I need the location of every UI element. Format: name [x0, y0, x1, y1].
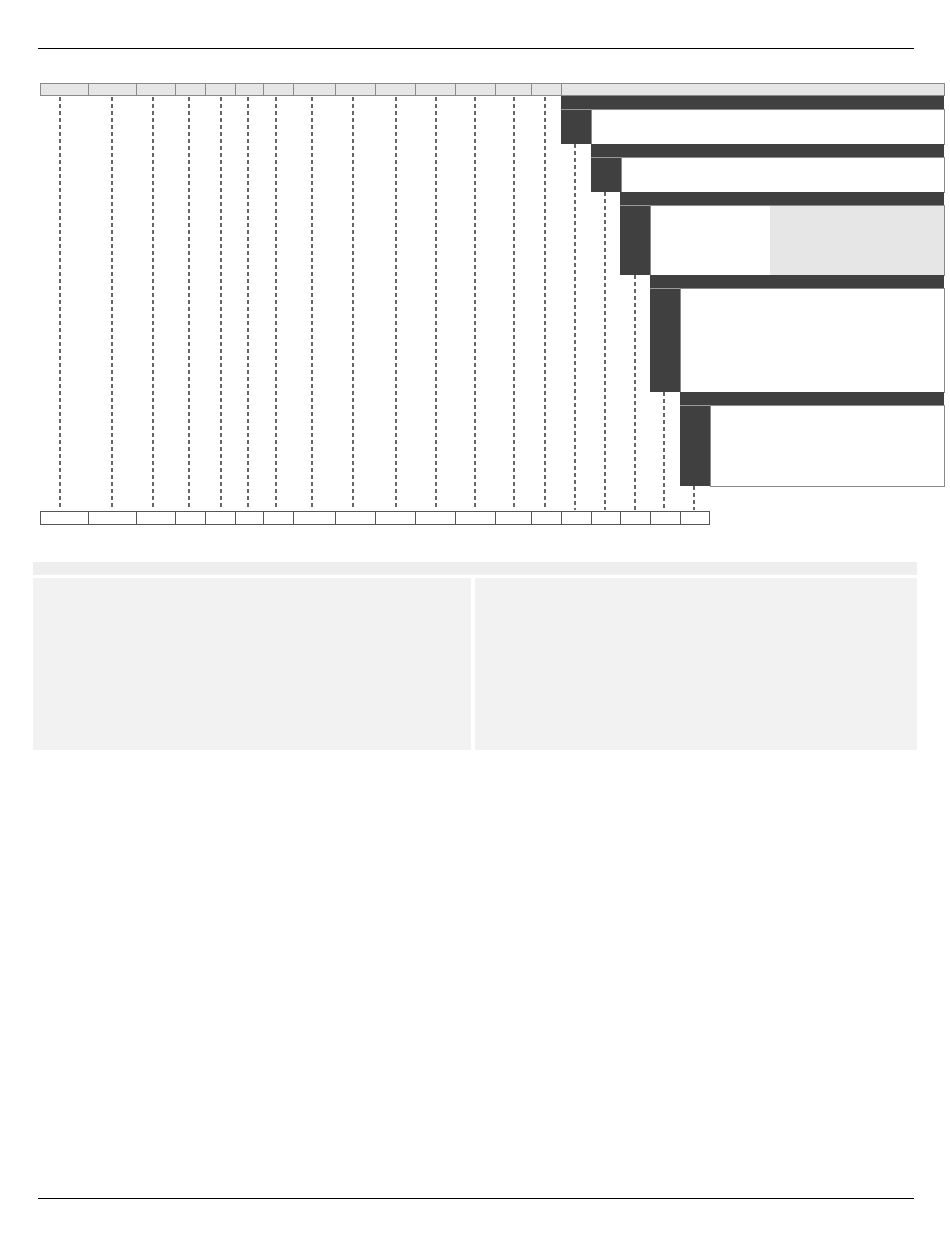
header-cell	[89, 84, 137, 96]
timing-diagram	[0, 0, 950, 545]
footer-cell	[592, 512, 621, 525]
stair-header-bar-2	[621, 144, 944, 157]
footer-cell	[456, 512, 496, 525]
footer-cell	[264, 512, 294, 525]
stair-tab-5	[680, 392, 710, 405]
stair-tab-2	[591, 144, 621, 157]
footer-cell	[137, 512, 176, 525]
footer-cell	[236, 512, 264, 525]
header-cell	[376, 84, 416, 96]
stair-header-bar-3	[650, 192, 944, 205]
stair-body-4	[681, 289, 945, 393]
header-cell	[206, 84, 236, 96]
stair-header-bar-4	[680, 275, 944, 288]
stair-column-5	[680, 406, 710, 486]
stair-callout-3	[770, 206, 944, 275]
stair-column-3	[620, 206, 650, 275]
stair-column-4	[650, 289, 680, 392]
header-cell	[416, 84, 456, 96]
footer-cell	[89, 512, 137, 525]
bottom-rule	[38, 1198, 914, 1199]
panel-header-strip	[33, 562, 917, 575]
header-cell	[137, 84, 176, 96]
footer-cell	[416, 512, 456, 525]
footer-cell	[621, 512, 651, 525]
stair-column-2	[591, 158, 621, 192]
header-cell	[294, 84, 336, 96]
stair-tab-3	[620, 192, 650, 205]
footer-cell	[41, 512, 89, 525]
footer-cell	[562, 512, 592, 525]
footer-cell	[336, 512, 376, 525]
footer-cell	[294, 512, 336, 525]
footer-cell	[651, 512, 681, 525]
header-cell	[176, 84, 206, 96]
footer-cell	[376, 512, 416, 525]
header-cell	[532, 84, 562, 96]
footer-cell	[532, 512, 562, 525]
footer-cell	[176, 512, 206, 525]
header-cell	[41, 84, 89, 96]
footer-row	[41, 512, 710, 525]
header-row	[41, 84, 945, 96]
header-cell	[496, 84, 532, 96]
footer-cell	[681, 512, 710, 525]
header-cell	[236, 84, 264, 96]
header-cell	[456, 84, 496, 96]
stair-tab-4	[650, 275, 680, 288]
footer-cell	[206, 512, 236, 525]
stair-steps	[561, 96, 945, 487]
stair-column-1	[561, 110, 591, 144]
bottom-panel-left	[33, 578, 471, 750]
stair-header-bar-1	[591, 96, 944, 109]
stair-tab-1	[561, 96, 591, 109]
header-cell	[264, 84, 294, 96]
stair-body-1	[592, 110, 945, 145]
header-span-cell	[562, 84, 945, 96]
footer-cell	[496, 512, 532, 525]
stair-body-5	[711, 406, 945, 487]
stair-body-2	[622, 158, 945, 193]
stair-header-bar-5	[710, 392, 944, 405]
header-cell	[336, 84, 376, 96]
bottom-panel-right	[475, 578, 917, 750]
